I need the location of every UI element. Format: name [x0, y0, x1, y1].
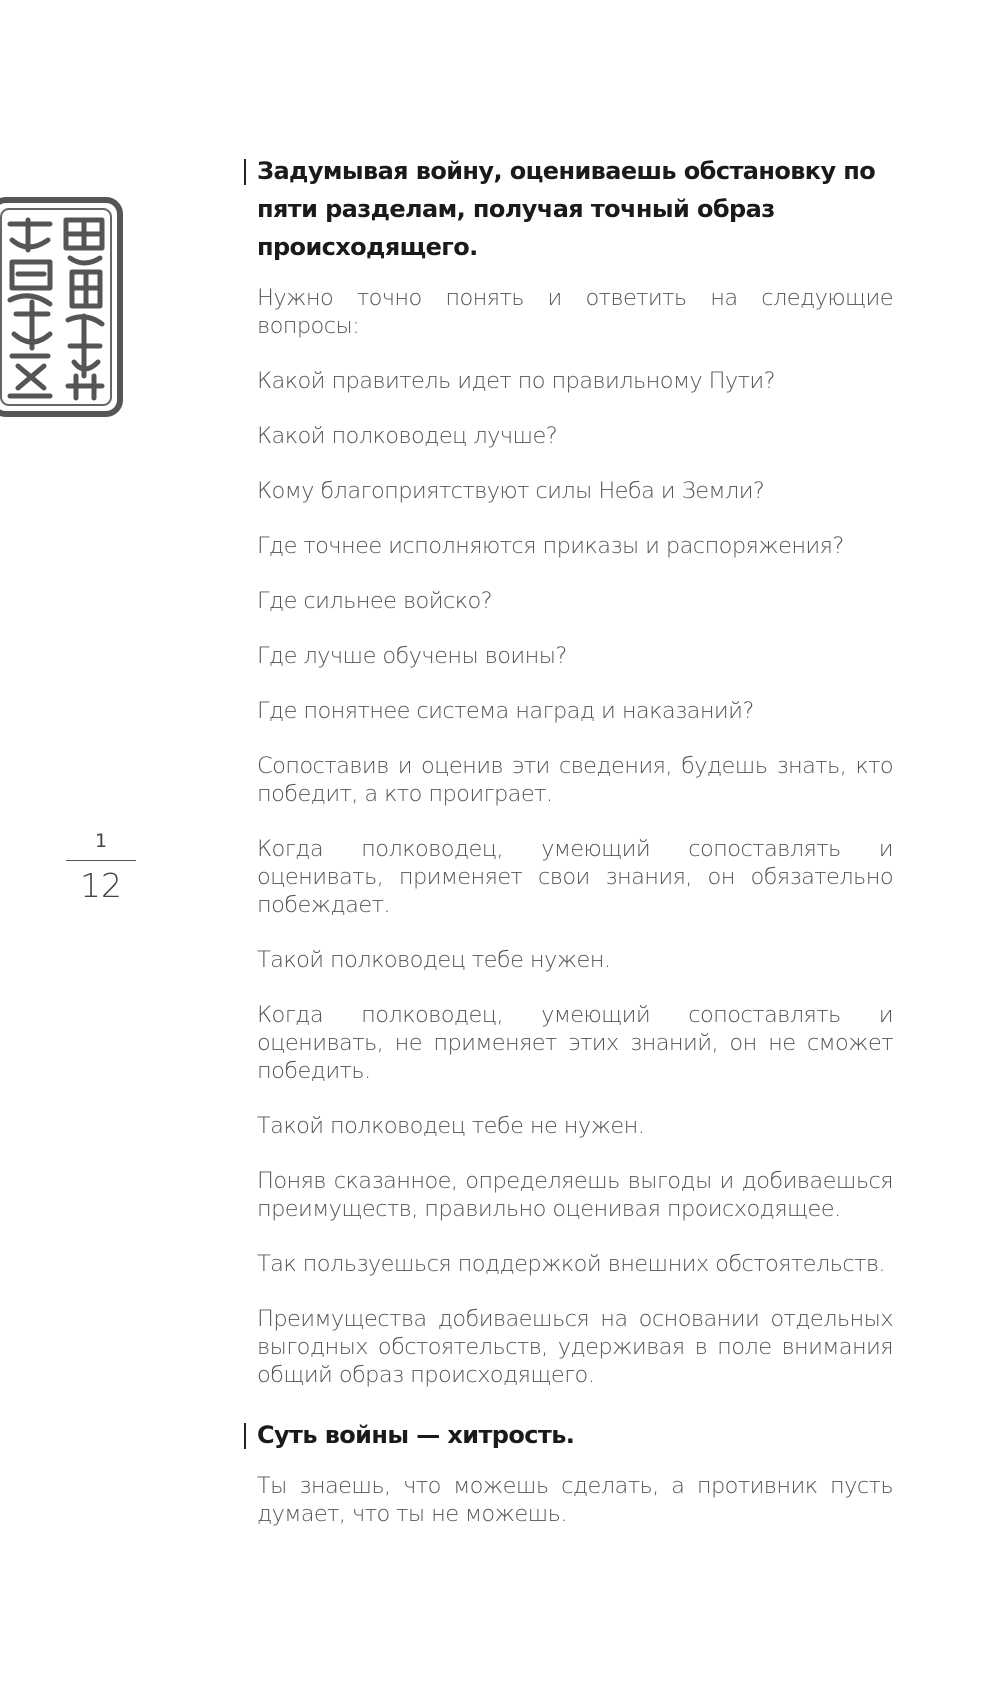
section-heading: Суть войны — хитрость. — [257, 1416, 893, 1454]
paragraph: Какой правитель идет по правильному Пути? — [257, 368, 775, 394]
paragraph: Где лучше обучены воины? — [257, 643, 567, 669]
paragraph: Где понятнее система наград и наказаний? — [257, 698, 754, 724]
paragraph: Когда полководец, умеющий сопоставлять и оценивать, не применяет этих знаний, он не сможет победить. — [257, 1002, 893, 1084]
section-heading: Задумывая войну, оцениваешь обстановку по пяти разделам, получая точный образ происходящего. — [257, 152, 893, 266]
chapter-number: 1 — [94, 830, 108, 852]
paragraph: Такой полководец тебе не нужен. — [257, 1113, 645, 1139]
paragraph: Когда полководец, умеющий сопоставлять и оценивать, применяет свои знания, он обязательно побеждает. — [257, 836, 893, 918]
paragraph: Такой полководец тебе нужен. — [257, 947, 611, 973]
text-column — [257, 152, 893, 1555]
paragraph: Нужно точно понять и ответить на следующие вопросы: — [257, 285, 893, 339]
paragraph: Ты знаешь, что можешь сделать, а противник пусть думает, что ты не можешь. — [257, 1473, 893, 1527]
paragraph: Преимущества добиваешься на основании отдельных выгодных обстоятельств, удерживая в поле внимания общий образ происходящего. — [257, 1306, 893, 1388]
paragraph: Где точнее исполняются приказы и распоряжения? — [257, 533, 844, 559]
page-number: 12 — [80, 866, 122, 905]
seal-stamp-icon — [0, 196, 126, 420]
paragraph: Сопоставив и оценив эти сведения, будешь знать, кто победит, а кто проиграет. — [257, 753, 893, 807]
page-folio — [66, 830, 136, 905]
paragraph: Какой полководец лучше? — [257, 423, 558, 449]
paragraph: Где сильнее войско? — [257, 588, 492, 614]
paragraph: Так пользуешься поддержкой внешних обстоятельств. — [257, 1251, 885, 1277]
folio-divider — [66, 860, 136, 861]
paragraph: Поняв сказанное, определяешь выгоды и добиваешься преимуществ, правильно оценивая происходящее. — [257, 1168, 893, 1222]
paragraph: Кому благоприятствуют силы Неба и Земли? — [257, 478, 765, 504]
